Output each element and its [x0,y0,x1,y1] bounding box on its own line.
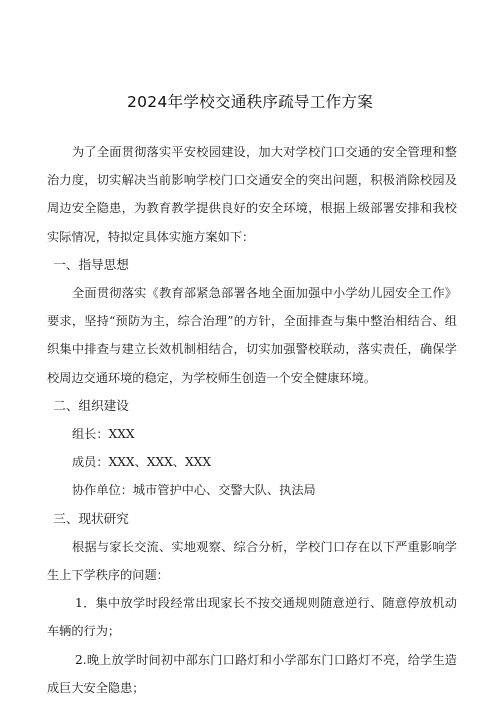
section-heading-organization: 二、组织建设 [53,397,129,413]
organization-members: 成员：XXX、XXX、XXX [72,455,212,470]
section-heading-guiding-ideology: 一、指导思想 [53,256,129,272]
status-study-paragraph: 根据与家长交流、实地观察、综合分析，学校门口存在以下严重影响学生上下学秩序的问题： [47,539,457,583]
list-item: 2.晚上放学时间初中部东门口路灯和小学部东门口路灯不亮，给学生造成巨大安全隐患； [47,652,457,695]
intro-paragraph: 为了全面贯彻落实平安校园建设，加大对学校门口交通的安全管理和整治力度，切实解决当前影响学校门口交通安全的突出问题，积极消除校园及周边安全隐患，为教育教学提供良好的安全环境，根据上级部署安排和我校实际情况，特拟定具体实施方案如下： [47,145,457,244]
organization-units: 协作单位：城市管护中心、交警大队、执法局 [72,483,316,498]
document-body [47,138,457,702]
document-title: 2024年学校交通秩序疏导工作方案 [126,93,374,111]
list-item: 1．集中放学时段经常出现家长不按交通规则随意逆行、随意停放机动车辆的行为； [47,596,457,639]
section-heading-status-study: 三、现状研究 [53,510,129,526]
guiding-ideology-paragraph: 全面贯彻落实《教育部紧急部署各地全面加强中小学幼儿园安全工作》要求，坚持“预防为主，综合治理”的方针，全面排查与集中整治相结合、组织集中排查与建立长效机制相结合，切实加强警校联动，落实责任，确保学校周边交通环境的稳定，为学校师生创造一个安全健康环境。 [47,286,457,385]
organization-leader: 组长：XXX [72,427,135,442]
